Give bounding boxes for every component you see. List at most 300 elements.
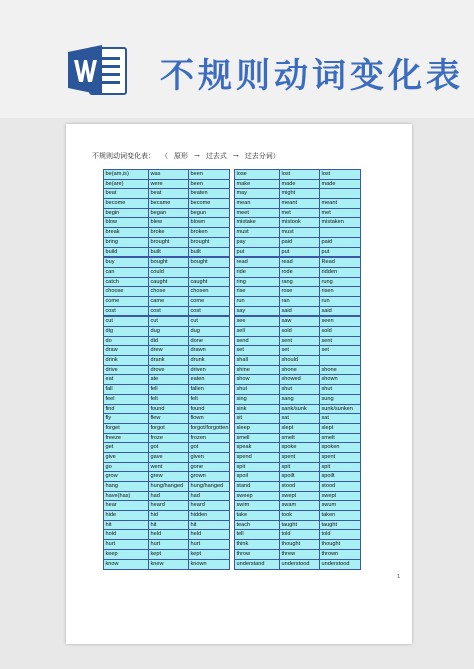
- past-participle-cell: seen: [321, 318, 334, 325]
- table-row: [235, 550, 360, 560]
- past-participle-cell: mistaken: [321, 219, 344, 226]
- base-form-cell: bring: [104, 238, 149, 247]
- table-row: [104, 521, 229, 531]
- past-tense-cell: met: [280, 209, 320, 218]
- past-tense-cell: smelt: [280, 434, 320, 443]
- table-row: [235, 238, 360, 248]
- base-form-cell: shut: [235, 385, 280, 394]
- base-form-cell: sink: [235, 405, 280, 414]
- base-form-cell: beat: [104, 189, 149, 198]
- past-tense-cell: should: [280, 356, 320, 365]
- past-participle-cell: done: [190, 337, 203, 344]
- base-form-cell: become: [104, 199, 149, 208]
- past-participle-cell: grown: [190, 473, 206, 480]
- base-form-cell: find: [104, 405, 149, 414]
- past-tense-cell: beat: [149, 189, 189, 198]
- past-participle-cell: ridden: [321, 268, 338, 275]
- table-row: [235, 385, 360, 395]
- past-participle-cell: come: [190, 297, 205, 304]
- table-row: [235, 209, 360, 219]
- base-form-cell: speak: [235, 443, 280, 452]
- table-row: [235, 395, 360, 405]
- table-row: [104, 366, 229, 376]
- past-tense-cell: became: [149, 199, 189, 208]
- past-tense-cell: began: [149, 209, 189, 218]
- past-participle-cell: sat: [321, 415, 329, 422]
- table-row: [104, 170, 229, 180]
- table-row: [235, 307, 360, 317]
- past-participle-cell: rung: [321, 278, 333, 285]
- base-form-cell: tell: [235, 530, 280, 539]
- past-tense-cell: rang: [280, 278, 320, 287]
- base-form-cell: swim: [235, 501, 280, 510]
- table-row: [235, 375, 360, 385]
- past-participle-cell: driven: [190, 366, 206, 373]
- table-row: [235, 346, 360, 356]
- table-row: [235, 492, 360, 502]
- table-row: [104, 180, 229, 190]
- table-row: [235, 453, 360, 463]
- table-row: [235, 258, 360, 268]
- past-participle-cell: paid: [321, 238, 333, 245]
- past-participle-cell: thrown: [321, 550, 339, 557]
- table-row: [235, 530, 360, 540]
- past-participle-cell: been: [190, 171, 203, 177]
- past-participle-cell: understood: [321, 560, 350, 567]
- base-form-cell: go: [104, 463, 149, 472]
- past-participle-cell: kept: [190, 550, 202, 557]
- table-row: [235, 434, 360, 444]
- past-participle-cell: shown: [321, 376, 338, 383]
- base-form-cell: stand: [235, 482, 280, 491]
- base-form-cell: take: [235, 511, 280, 520]
- past-tense-cell: took: [280, 511, 320, 520]
- table-row: [104, 530, 229, 540]
- past-participle-cell: shut: [321, 386, 333, 393]
- base-form-cell: may: [235, 189, 280, 198]
- past-tense-cell: chose: [149, 287, 189, 296]
- past-participle-cell: eaten: [190, 376, 205, 383]
- past-participle-cell: hung/hanged: [190, 483, 224, 489]
- past-tense-cell: blew: [149, 218, 189, 227]
- base-form-cell: rise: [235, 287, 280, 296]
- base-form-cell: spend: [235, 453, 280, 462]
- table-row: [235, 297, 360, 307]
- past-tense-cell: cut: [149, 317, 189, 326]
- base-form-cell: teach: [235, 521, 280, 530]
- past-tense-cell: was: [149, 170, 189, 179]
- table-row: [104, 405, 229, 415]
- past-tense-cell: bought: [149, 258, 189, 267]
- base-form-cell: shall: [235, 356, 280, 365]
- base-form-cell: hold: [104, 530, 149, 539]
- past-tense-cell: built: [149, 248, 189, 257]
- word-icon: [66, 42, 128, 98]
- base-form-cell: hit: [104, 521, 149, 530]
- past-participle-cell: sold: [321, 328, 332, 334]
- past-tense-cell: drew: [149, 346, 189, 355]
- base-form-cell: get: [104, 443, 149, 452]
- table-row: [235, 366, 360, 376]
- past-participle-cell: known: [190, 560, 207, 567]
- caption-base-form: 原形: [174, 152, 188, 160]
- past-tense-cell: must: [280, 228, 320, 237]
- table-row: [235, 501, 360, 511]
- base-form-cell: break: [104, 228, 149, 237]
- past-participle-cell: sunk/sunken: [321, 405, 353, 412]
- base-form-cell: choose: [104, 287, 149, 296]
- past-participle-cell: got: [190, 444, 199, 451]
- table-row: [104, 501, 229, 511]
- base-form-cell: give: [104, 453, 149, 462]
- past-participle-cell: hurt: [190, 541, 201, 548]
- table-row: [104, 472, 229, 482]
- table-row: [104, 540, 229, 550]
- base-form-cell: sit: [235, 414, 280, 423]
- base-form-cell: spit: [235, 463, 280, 472]
- table-row: [235, 424, 360, 434]
- document-page: [66, 124, 412, 644]
- past-participle-cell: run: [321, 297, 330, 304]
- past-participle-cell: dug: [190, 328, 200, 334]
- table-row: [235, 180, 360, 190]
- past-participle-cell: shone: [321, 366, 337, 373]
- past-tense-cell: made: [280, 180, 320, 189]
- past-participle-cell: sung: [321, 395, 334, 402]
- base-form-cell: drink: [104, 356, 149, 365]
- table-row: [235, 327, 360, 337]
- base-form-cell: have(has): [104, 492, 149, 501]
- base-form-cell: run: [235, 297, 280, 306]
- table-row: [235, 317, 360, 327]
- table-row: [104, 385, 229, 395]
- past-tense-cell: heard: [149, 501, 189, 510]
- table-row: [235, 560, 360, 570]
- past-participle-cell: meant: [321, 200, 338, 207]
- table-caption: [92, 151, 280, 161]
- base-form-cell: grow: [104, 472, 149, 481]
- table-row: [104, 278, 229, 288]
- base-form-cell: send: [235, 337, 280, 346]
- table-row: [104, 492, 229, 502]
- base-form-cell: set: [235, 346, 280, 355]
- past-participle-cell: set: [321, 347, 329, 354]
- table-row: [235, 405, 360, 415]
- base-form-cell: hurt: [104, 540, 149, 549]
- past-tense-cell: swam: [280, 501, 320, 510]
- past-tense-cell: could: [149, 268, 189, 277]
- past-tense-cell: found: [149, 405, 189, 414]
- table-row: [104, 317, 229, 327]
- base-form-cell: begin: [104, 209, 149, 218]
- past-participle-cell: [320, 189, 360, 198]
- base-form-cell: catch: [104, 278, 149, 287]
- past-participle-cell: said: [321, 307, 332, 314]
- verb-table-left: [103, 169, 230, 570]
- past-tense-cell: saw: [280, 317, 320, 326]
- base-form-cell: drive: [104, 366, 149, 375]
- past-tense-cell: hurt: [149, 540, 189, 549]
- past-participle-cell: slept: [321, 424, 334, 431]
- base-form-cell: see: [235, 317, 280, 326]
- caption-past-tense: 过去式: [205, 152, 227, 160]
- past-participle-cell: had: [190, 492, 200, 499]
- past-participle-cell: smelt: [321, 434, 335, 441]
- past-tense-cell: broke: [149, 228, 189, 237]
- past-participle-cell: bought: [190, 259, 208, 266]
- past-participle-cell: spoken: [321, 444, 340, 451]
- past-tense-cell: did: [149, 337, 189, 346]
- base-form-cell: throw: [235, 550, 280, 559]
- past-participle-cell: gone: [190, 463, 203, 470]
- past-tense-cell: drove: [149, 366, 189, 375]
- table-row: [104, 327, 229, 337]
- past-participle-cell: caught: [190, 278, 208, 285]
- past-participle-cell: risen: [321, 288, 334, 295]
- past-tense-cell: hid: [149, 511, 189, 520]
- past-tense-cell: went: [149, 463, 189, 472]
- past-tense-cell: were: [149, 180, 189, 189]
- past-participle-cell: spit: [321, 463, 331, 470]
- table-row: [104, 434, 229, 444]
- table-row: [235, 228, 360, 238]
- past-participle-cell: beaten: [190, 190, 208, 197]
- past-tense-cell: rose: [280, 287, 320, 296]
- base-form-cell: read: [235, 258, 280, 267]
- past-tense-cell: showed: [280, 375, 320, 384]
- table-row: [235, 356, 360, 366]
- table-row: [235, 337, 360, 347]
- table-row: [104, 228, 229, 238]
- past-participle-cell: fallen: [190, 386, 204, 393]
- past-tense-cell: rode: [280, 268, 320, 277]
- past-tense-cell: drank: [149, 356, 189, 365]
- past-tense-cell: froze: [149, 434, 189, 443]
- table-row: [104, 443, 229, 453]
- past-tense-cell: understood: [280, 560, 320, 570]
- past-tense-cell: set: [280, 346, 320, 355]
- table-row: [235, 414, 360, 424]
- past-tense-cell: flew: [149, 414, 189, 423]
- base-form-cell: mistake: [235, 218, 280, 227]
- past-tense-cell: gave: [149, 453, 189, 462]
- past-tense-cell: knew: [149, 560, 189, 570]
- past-tense-cell: shone: [280, 366, 320, 375]
- table-row: [104, 307, 229, 317]
- table-row: [235, 170, 360, 180]
- past-tense-cell: spoilt: [280, 472, 320, 481]
- past-participle-cell: blown: [190, 219, 206, 226]
- past-participle-cell: made: [321, 180, 336, 187]
- past-tense-cell: came: [149, 297, 189, 306]
- past-tense-cell: meant: [280, 199, 320, 208]
- table-row: [104, 238, 229, 248]
- past-participle-cell: built: [190, 248, 201, 255]
- past-participle-cell: lost: [321, 171, 331, 177]
- past-participle-cell: Read: [321, 259, 335, 266]
- past-participle-cell: frozen: [190, 434, 207, 441]
- table-row: [104, 463, 229, 473]
- base-form-cell: be(am,is): [104, 170, 149, 179]
- base-form-cell: eat: [104, 375, 149, 384]
- past-participle-cell: felt: [190, 395, 198, 402]
- table-row: [104, 346, 229, 356]
- past-participle-cell: drunk: [190, 357, 205, 364]
- base-form-cell: buy: [104, 258, 149, 267]
- past-participle-cell: stood: [321, 483, 336, 489]
- past-tense-cell: paid: [280, 238, 320, 247]
- base-form-cell: build: [104, 248, 149, 257]
- past-participle-cell: sent: [321, 337, 333, 344]
- table-row: [104, 189, 229, 199]
- table-row: [235, 268, 360, 278]
- base-form-cell: must: [235, 228, 280, 237]
- table-row: [104, 375, 229, 385]
- table-row: [104, 511, 229, 521]
- past-tense-cell: slept: [280, 424, 320, 433]
- table-row: [104, 482, 229, 492]
- past-participle-cell: cost: [190, 307, 201, 314]
- past-tense-cell: had: [149, 492, 189, 501]
- base-form-cell: cost: [104, 307, 149, 316]
- past-tense-cell: stood: [280, 482, 320, 491]
- table-row: [235, 218, 360, 228]
- past-participle-cell: told: [321, 531, 331, 538]
- base-form-cell: make: [235, 180, 280, 189]
- verb-table-right: [234, 169, 361, 570]
- table-row: [104, 424, 229, 434]
- base-form-cell: fall: [104, 385, 149, 394]
- base-form-cell: lose: [235, 170, 280, 179]
- base-form-cell: be(are): [104, 180, 149, 189]
- past-participle-cell: forgot/forgotten: [190, 424, 229, 431]
- past-tense-cell: caught: [149, 278, 189, 287]
- past-participle-cell: hidden: [190, 512, 208, 519]
- table-row: [104, 209, 229, 219]
- table-row: [104, 356, 229, 366]
- past-participle-cell: flown: [190, 415, 204, 422]
- table-row: [235, 511, 360, 521]
- base-form-cell: fly: [104, 414, 149, 423]
- table-row: [235, 248, 360, 258]
- past-tense-cell: taught: [280, 521, 320, 530]
- past-tense-cell: grew: [149, 472, 189, 481]
- past-participle-cell: hit: [190, 521, 197, 528]
- base-form-cell: keep: [104, 550, 149, 559]
- table-row: [104, 560, 229, 570]
- past-participle-cell: [189, 268, 229, 277]
- base-form-cell: hear: [104, 501, 149, 510]
- past-tense-cell: hit: [149, 521, 189, 530]
- past-participle-cell: broken: [190, 229, 208, 236]
- past-tense-cell: read: [280, 258, 320, 267]
- past-participle-cell: been: [190, 180, 203, 187]
- base-form-cell: do: [104, 337, 149, 346]
- base-form-cell: pay: [235, 238, 280, 247]
- past-tense-cell: ate: [149, 375, 189, 384]
- past-participle-cell: met: [321, 209, 331, 216]
- base-form-cell: spoil: [235, 472, 280, 481]
- past-participle-cell: taken: [321, 512, 336, 519]
- past-participle-cell: chosen: [190, 288, 209, 295]
- base-form-cell: understand: [235, 560, 280, 570]
- past-tense-cell: told: [280, 530, 320, 539]
- footer-band: [0, 650, 474, 669]
- past-tense-cell: put: [280, 248, 320, 257]
- past-tense-cell: mistook: [280, 218, 320, 227]
- base-form-cell: ring: [235, 278, 280, 287]
- table-row: [235, 472, 360, 482]
- base-form-cell: say: [235, 307, 280, 316]
- past-participle-cell: become: [190, 200, 211, 207]
- table-row: [104, 395, 229, 405]
- past-tense-cell: shut: [280, 385, 320, 394]
- base-form-cell: smell: [235, 434, 280, 443]
- past-tense-cell: dug: [149, 327, 189, 336]
- document-title: 不规则动词变化表: [160, 56, 464, 96]
- base-form-cell: ride: [235, 268, 280, 277]
- table-row: [235, 521, 360, 531]
- past-participle-cell: given: [190, 453, 204, 460]
- past-participle-cell: begun: [190, 209, 207, 216]
- past-participle-cell: swum: [321, 502, 337, 509]
- past-tense-cell: felt: [149, 395, 189, 404]
- table-row: [104, 287, 229, 297]
- table-row: [104, 453, 229, 463]
- past-participle-cell: swept: [321, 492, 337, 499]
- caption-past-participle: 过去分词）: [244, 152, 280, 160]
- base-form-cell: cut: [104, 317, 149, 326]
- past-participle-cell: put: [321, 248, 330, 255]
- past-tense-cell: cost: [149, 307, 189, 316]
- base-form-cell: freeze: [104, 434, 149, 443]
- base-form-cell: forget: [104, 424, 149, 433]
- past-tense-cell: sat: [280, 414, 320, 423]
- base-form-cell: show: [235, 375, 280, 384]
- past-participle-cell: brought: [190, 238, 210, 245]
- past-participle-cell: heard: [190, 502, 205, 509]
- past-tense-cell: spoke: [280, 443, 320, 452]
- caption-open-paren: （: [161, 152, 168, 160]
- document-header: [0, 0, 474, 118]
- past-tense-cell: fell: [149, 385, 189, 394]
- past-tense-cell: forgot: [149, 424, 189, 433]
- table-row: [104, 218, 229, 228]
- base-form-cell: can: [104, 268, 149, 277]
- past-participle-cell: drawn: [190, 347, 206, 354]
- base-form-cell: know: [104, 560, 149, 570]
- past-participle-cell: cut: [190, 318, 198, 325]
- base-form-cell: put: [235, 248, 280, 257]
- table-row: [104, 550, 229, 560]
- past-tense-cell: got: [149, 443, 189, 452]
- past-tense-cell: spit: [280, 463, 320, 472]
- past-tense-cell: sank/sunk: [280, 405, 320, 414]
- base-form-cell: sweep: [235, 492, 280, 501]
- base-form-cell: hang: [104, 482, 149, 491]
- table-row: [104, 199, 229, 209]
- base-form-cell: hide: [104, 511, 149, 520]
- past-participle-cell: found: [190, 405, 205, 412]
- base-form-cell: mean: [235, 199, 280, 208]
- page-number: 1: [397, 574, 400, 580]
- past-participle-cell: held: [190, 531, 202, 538]
- base-form-cell: blow: [104, 218, 149, 227]
- past-tense-cell: sold: [280, 327, 320, 336]
- caption-arrow: →: [194, 152, 200, 160]
- past-participle-cell: spent: [321, 453, 336, 460]
- table-row: [104, 337, 229, 347]
